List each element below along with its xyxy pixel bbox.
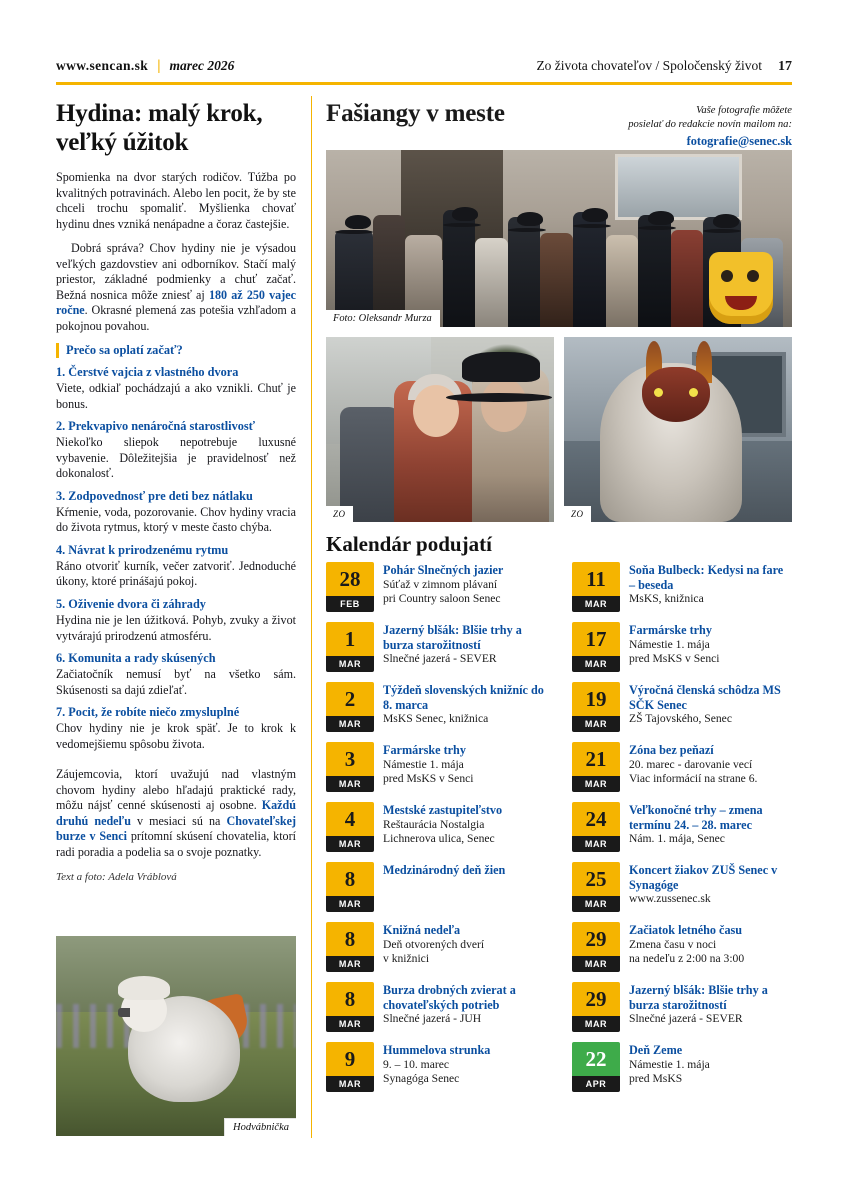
event-date — [572, 682, 620, 732]
event-detail-1: Slnečné jazerá - SEVER — [629, 1012, 743, 1026]
feature-title: Fašiangy v meste — [326, 100, 505, 127]
event-title: Jazerný blšák: Blšie trhy a burza starožitností — [383, 623, 522, 652]
event-day: 4 — [326, 802, 374, 836]
calendar-grid — [326, 562, 792, 1102]
event-detail-2: pri Country saloon Senec — [383, 592, 501, 606]
article-paragraph-1: Spomienka na dvor starých rodičov. Túžba po kvalitných potravinách. Alebo len pocit, že by ste chceli trochu spomaliť. Myšlienka chovať hydinu dnes vzniká nenápadne a čoraz častejšie. — [56, 170, 296, 231]
left-article — [56, 100, 296, 883]
event-detail-1: Súťaž v zimnom plávaní — [383, 577, 498, 591]
event-month: FEB — [326, 596, 374, 612]
photo-submission-email[interactable]: fotografie@senec.sk — [686, 133, 792, 148]
event-body — [629, 862, 792, 912]
calendar-event[interactable] — [326, 622, 546, 672]
event-day: 2 — [326, 682, 374, 716]
event-detail-1: Námestie 1. mája — [629, 1057, 710, 1071]
calendar-event[interactable] — [572, 922, 792, 972]
event-day: 21 — [572, 742, 620, 776]
event-day: 11 — [572, 562, 620, 596]
street-photo-credit: ZO — [326, 506, 353, 522]
event-detail-1: Námestie 1. mája — [383, 757, 464, 771]
paragraph-2-part-a: Dobrá správa? Chov hydiny nie je výsadou veľkých gazdovstiev ani odborníkov. Stačí malý priestor, základné podmienky a chuť začať. Bežná nosnica môže zniesť aj — [56, 241, 296, 302]
event-detail-1[interactable]: www.zussenec.sk — [629, 892, 711, 906]
point-heading-6: 6. Komunita a rady skúsených — [56, 651, 216, 666]
event-month: MAR — [572, 656, 620, 672]
event-month: APR — [572, 1076, 620, 1092]
section-title: Zo života chovateľov / Spoločenský život — [536, 58, 762, 73]
event-detail-2: Synagóga Senec — [383, 1072, 460, 1086]
event-body — [383, 802, 546, 852]
calendar-event[interactable] — [572, 1042, 792, 1092]
header-rule — [56, 82, 792, 85]
calendar-event[interactable] — [326, 562, 546, 612]
calendar-event[interactable] — [326, 982, 546, 1032]
event-month: MAR — [326, 956, 374, 972]
event-date — [572, 622, 620, 672]
photo-bird-beak — [118, 1008, 130, 1017]
page-number: 17 — [778, 59, 792, 74]
event-month: MAR — [326, 836, 374, 852]
event-date — [326, 682, 374, 732]
event-body — [383, 862, 546, 912]
event-detail-1: Deň otvorených dverí — [383, 937, 485, 951]
event-detail-2: Lichnerova ulica, Senec — [383, 832, 495, 846]
calendar-event[interactable] — [326, 862, 546, 912]
event-day: 24 — [572, 802, 620, 836]
event-title: Výročná členská schôdza MS SČK Senec — [629, 683, 781, 712]
site-url: www.sencan.sk — [56, 58, 149, 73]
point-text-5: Hydina nie je len úžitková. Pohyb, zvuky a život vytvárajú prirodzenú atmosféru. — [56, 612, 296, 643]
mask-photo-eye-right — [689, 388, 698, 397]
event-detail-1: Slnečné jazerá - JUH — [383, 1012, 482, 1026]
point-text-6: Začiatočník nemusí byť na všetko sám. Skúsenosti sa dajú zdieľať. — [56, 667, 296, 697]
point-text-3: Kŕmenie, voda, pozorovanie. Chov hydiny vracia do života rytmus, ktorý v meste často chýba. — [56, 504, 296, 535]
calendar-event[interactable] — [572, 742, 792, 792]
event-detail-1: MsKS Senec, knižnica — [383, 712, 489, 726]
event-detail-1: Nám. 1. mája, Senec — [629, 832, 725, 846]
event-title: Koncert žiakov ZUŠ Senec v Synagóge — [629, 863, 778, 892]
calendar-event[interactable] — [326, 1042, 546, 1092]
point-text-4: Ráno otvoriť kurník, večer zatvoriť. Jednoduché úkony, ktoré prinášajú pokoj. — [56, 558, 296, 589]
event-body — [383, 982, 546, 1032]
article-paragraph-2 — [56, 241, 296, 334]
event-date — [572, 922, 620, 972]
calendar-event[interactable] — [326, 742, 546, 792]
calendar-event[interactable] — [572, 982, 792, 1032]
event-body — [629, 982, 792, 1032]
event-day: 29 — [572, 922, 620, 956]
event-body — [383, 742, 546, 792]
point-heading-3: 3. Zodpovednosť pre deti bez nátlaku — [56, 488, 253, 503]
event-title: Jazerný blšák: Blšie trhy a burza starožitností — [629, 983, 768, 1012]
event-date — [326, 862, 374, 912]
closing-part-b: v mesiaci sú na — [130, 813, 227, 828]
feature-header — [326, 100, 792, 148]
event-month: MAR — [572, 896, 620, 912]
event-date — [326, 1042, 374, 1092]
event-title: Deň Zeme — [629, 1043, 683, 1057]
event-day: 8 — [326, 862, 374, 896]
event-body — [629, 562, 792, 612]
feature-main-photo — [326, 150, 792, 327]
calendar-event[interactable] — [326, 682, 546, 732]
event-month: MAR — [326, 656, 374, 672]
egg-count-highlight: 180 až 250 vajec ročne — [56, 287, 296, 318]
event-detail-1: Slnečné jazerá - SEVER — [383, 652, 497, 666]
event-body — [629, 802, 792, 852]
street-photo-face-center — [413, 385, 459, 437]
calendar-event[interactable] — [572, 802, 792, 852]
event-day: 3 — [326, 742, 374, 776]
page-header — [56, 58, 792, 75]
feature-photo-mask-figure — [564, 337, 792, 522]
photo-caption: Hodvábnička — [224, 1118, 296, 1136]
event-title: Veľkonočné trhy – zmena termínu 24. – 28. marec — [629, 803, 763, 832]
event-day: 22 — [572, 1042, 620, 1076]
event-month: MAR — [572, 956, 620, 972]
event-day: 25 — [572, 862, 620, 896]
event-detail-2: Viac informácií na strane 6. — [629, 772, 758, 786]
calendar-event[interactable] — [572, 622, 792, 672]
event-detail-2: pred MsKS — [629, 1072, 683, 1086]
event-date — [326, 922, 374, 972]
event-title: Medzinárodný deň žien — [383, 863, 506, 877]
event-month: MAR — [572, 1016, 620, 1032]
event-detail-1: Námestie 1. mája — [629, 637, 710, 651]
event-body — [383, 922, 546, 972]
event-month: MAR — [326, 896, 374, 912]
calendar-column-left — [326, 562, 546, 1102]
event-detail-1: Zmena času v noci — [629, 937, 717, 951]
article-title: Hydina: malý krok, veľký úžitok — [56, 100, 263, 156]
event-detail-2: pred MsKS v Senci — [383, 772, 474, 786]
event-title: Knižná nedeľa — [383, 923, 461, 937]
event-title: Týždeň slovenských knižníc do 8. marca — [383, 683, 544, 712]
street-photo-hat-brim-right — [446, 393, 552, 402]
event-body — [629, 682, 792, 732]
event-month: MAR — [326, 716, 374, 732]
event-title: Farmárske trhy — [383, 743, 466, 757]
event-body — [383, 562, 546, 612]
event-date — [326, 982, 374, 1032]
event-title: Soňa Bulbeck: Kedysi na fare – beseda — [629, 563, 784, 592]
event-body — [383, 1042, 546, 1092]
event-month: MAR — [572, 836, 620, 852]
event-detail-2: v knižnici — [383, 952, 430, 966]
event-body — [629, 622, 792, 672]
closing-highlight-sunday: Každú druhú nedeľu — [56, 798, 296, 828]
event-month: MAR — [326, 1076, 374, 1092]
event-date — [326, 742, 374, 792]
point-heading-7: 7. Pocit, že robíte niečo zmysluplné — [56, 705, 240, 720]
event-body — [629, 922, 792, 972]
event-date — [572, 1042, 620, 1092]
event-title: Farmárske trhy — [629, 623, 712, 637]
event-date — [326, 622, 374, 672]
event-day: 8 — [326, 922, 374, 956]
photo-note-line-2: posielať do redakcie novín mailom na: — [628, 119, 792, 131]
point-heading-4: 4. Návrat k prirodzenému rytmu — [56, 542, 229, 557]
mask-photo-face — [642, 367, 710, 423]
event-month: MAR — [326, 776, 374, 792]
street-photo-face-right — [481, 378, 527, 432]
article-closing-paragraph — [56, 767, 296, 860]
closing-highlight-burza: Chovateľskej burze v Senci — [56, 813, 296, 844]
event-detail-1: Reštaurácia Nostalgia — [383, 817, 485, 831]
event-day: 1 — [326, 622, 374, 656]
event-date — [572, 802, 620, 852]
calendar-event[interactable] — [572, 682, 792, 732]
event-date — [572, 562, 620, 612]
calendar-event[interactable] — [326, 802, 546, 852]
event-date — [572, 982, 620, 1032]
article-photo-chicken — [56, 936, 296, 1136]
event-body — [629, 1042, 792, 1092]
event-month: MAR — [572, 776, 620, 792]
event-day: 9 — [326, 1042, 374, 1076]
event-body — [383, 682, 546, 732]
photo-note-line-1: Vaše fotografie môžete — [696, 105, 792, 116]
mask-photo-eye-left — [654, 388, 663, 397]
event-title: Burza drobných zvierat a chovateľských potrieb — [383, 983, 516, 1012]
calendar-title: Kalendár podujatí — [326, 532, 492, 556]
main-photo-credit: Foto: Oleksandr Murza — [326, 310, 440, 327]
event-title: Mestské zastupiteľstvo — [383, 803, 503, 817]
event-title: Hummelova strunka — [383, 1043, 491, 1057]
event-detail-1: MsKS, knižnica — [629, 592, 704, 606]
column-divider — [311, 96, 312, 1138]
feature-photo-street — [326, 337, 554, 522]
event-day: 28 — [326, 562, 374, 596]
calendar-event[interactable] — [326, 922, 546, 972]
issue-date: marec 2026 — [169, 58, 235, 73]
point-text-2: Niekoľko sliepok nepotrebuje luxusné vybavenie. Dôležitejšia je pravidelnosť než dokonalosť. — [56, 435, 296, 481]
event-detail-2: pred MsKS v Senci — [629, 652, 720, 666]
event-date — [572, 862, 620, 912]
event-date — [326, 562, 374, 612]
event-day: 29 — [572, 982, 620, 1016]
event-month: MAR — [326, 1016, 374, 1032]
photo-submission-note — [628, 104, 792, 149]
photo-carnival-mask — [709, 252, 773, 324]
closing-part-c: prítomní skúsení chovatelia, ktorí radi poradia a podelia sa o svoje poznatky. — [56, 829, 296, 859]
event-day: 17 — [572, 622, 620, 656]
event-day: 8 — [326, 982, 374, 1016]
event-body — [629, 742, 792, 792]
event-title: Zóna bez peňazí — [629, 743, 714, 757]
why-start-heading: Prečo sa oplatí začať? — [56, 343, 296, 358]
event-title: Začiatok letného času — [629, 923, 743, 937]
point-heading-2: 2. Prekvapivo nenáročná starostlivosť — [56, 419, 256, 434]
event-month: MAR — [572, 716, 620, 732]
calendar-column-right — [572, 562, 792, 1102]
article-byline: Text a foto: Adela Vráblová — [56, 871, 177, 884]
calendar-event[interactable] — [572, 562, 792, 612]
point-heading-5: 5. Oživenie dvora či záhrady — [56, 596, 206, 611]
point-heading-1: 1. Čerstvé vajcia z vlastného dvora — [56, 365, 239, 380]
point-text-7: Chov hydiny nie je krok späť. Je to krok k vedomejšiemu spôsobu života. — [56, 721, 296, 751]
event-detail-1: 9. – 10. marec — [383, 1057, 449, 1071]
point-text-1: Viete, odkiaľ pochádzajú a ako vznikli. Chuť je bonus. — [56, 381, 296, 411]
street-photo-person-left — [340, 407, 399, 522]
photo-bird-crest — [118, 976, 170, 1000]
header-separator: | — [157, 58, 161, 74]
mask-photo-credit: ZO — [564, 506, 591, 522]
event-day: 19 — [572, 682, 620, 716]
calendar-event[interactable] — [572, 862, 792, 912]
event-detail-1: ZŠ Tajovského, Senec — [629, 712, 732, 726]
event-detail-2: na nedeľu z 2:00 na 3:00 — [629, 952, 745, 966]
photo-crowd — [326, 200, 792, 327]
street-photo-hat-right — [462, 352, 540, 382]
event-body — [383, 622, 546, 672]
event-title: Pohár Slnečných jazier — [383, 563, 504, 577]
paragraph-2-part-b: . Okrasné plemená zas potešia vzhľadom a pokojnou povahou. — [56, 303, 296, 333]
event-detail-1: 20. marec - darovanie vecí — [629, 757, 753, 771]
event-date — [572, 742, 620, 792]
event-month: MAR — [572, 596, 620, 612]
event-date — [326, 802, 374, 852]
closing-part-a: Záujemcovia, ktorí uvažujú nad vlastným chovom hydiny alebo hľadajú praktické rady, môžu nájsť cenné skúsenosti aj osobne. — [56, 767, 296, 813]
